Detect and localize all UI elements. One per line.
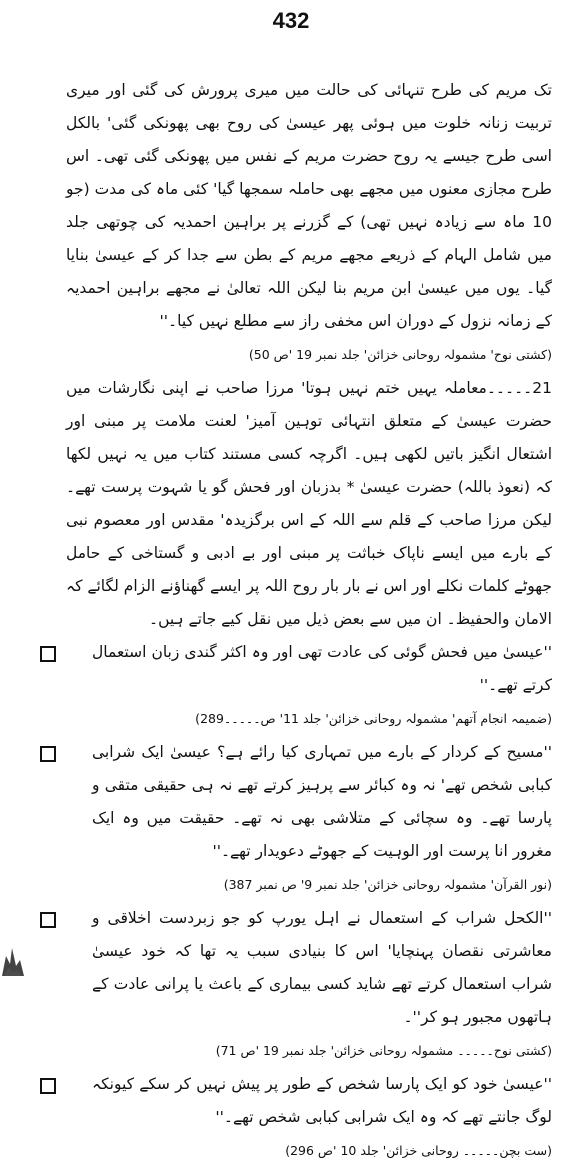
checkbox-bullet-icon: [40, 646, 56, 662]
quote-text: ''الکحل شراب کے استعمال نے اہل یورپ کو جو زبردست اخلاقی و معاشرتی نقصان پہنچایا' اس کا بنیادی سبب یہ تھا کہ خود عیسیٰ شراب استعمال کرتے تھے شاید کسی بیماری کے باعث یا پرانی عادت کے ہاتھوں مجبور ہو کر''۔: [92, 909, 552, 1026]
paragraph-continuation: تک مریم کی طرح تنہائی کی حالت میں میری پرورش کی گئی اور میری تربیت زنانہ خلوت میں ہوئی پھر عیسیٰ کی روح بھی پھونکی گئی' بالکل اسی طرح جیسے یہ روح حضرت مریم کے نفس میں پھونکی گئی تھی۔ اس طرح مجازی معنوں میں مجھے بھی حاملہ سمجھا گیا' کئی ماہ کی مدت (جو 10 ماہ سے زیادہ نہیں تھی) کے گزرنے پر براہین احمدیہ کی چوتھی جلد میں شامل الہام کے ذریعے مجھے مریم کے بطن سے جدا کر کے عیسیٰ بنایا گیا۔ یوں میں عیسیٰ ابن مریم بنا لیکن اللہ تعالیٰ نے مجھے براہین احمدیہ کے زمانہ نزول کے دوران اس مخفی راز سے مطلع نہیں کیا۔'': [66, 81, 552, 330]
scan-mark-icon: [0, 926, 40, 976]
quote-item: [66, 1068, 552, 1134]
checkbox-bullet-icon: [40, 1078, 56, 1094]
quote-item: [66, 636, 552, 702]
checkbox-bullet-icon: [40, 912, 56, 928]
quote-item: [66, 902, 552, 1034]
quote-citation: (ضمیمہ انجام آتھم' مشمولہ روحانی خزائن' جلد 11' ص۔۔۔۔۔289): [195, 711, 552, 726]
quote-text: ''عیسیٰ خود کو ایک پارسا شخص کے طور پر پیش نہیں کر سکے کیونکہ لوگ جانتے تھے کہ وہ ایک شرابی کبابی شخص تھے۔'': [92, 1075, 552, 1126]
paragraph-21: 21۔۔۔۔۔معاملہ یہیں ختم نہیں ہوتا' مرزا صاحب نے اپنی نگارشات میں حضرت عیسیٰ کے متعلق انتہائی توہین آمیز' لعنت ملامت پر مبنی اور اشتعال انگیز باتیں لکھی ہیں۔ اگرچہ کسی مستند کتاب میں یہ نہیں لکھا کہ (نعوذ باللہ) حضرت عیسیٰ * بدزبان اور فحش گو یا شہوت پرست تھے۔ لیکن مرزا صاحب کے قلم سے اللہ کے اس برگزیدہ' مقدس اور معصوم نبی کے بارے میں ایسے ناپاک خباثت پر مبنی اور بے ادبی و گستاخی کے حامل جھوٹے کلمات نکلے اور اس نے بار بار روح اللہ پر ایسے گھناؤنے الزام لگائے کہ الامان والحفیظ۔ ان میں سے بعض ذیل میں نقل کیے جاتے ہیں۔: [66, 379, 552, 628]
quote-item: [66, 736, 552, 868]
page-content: [66, 74, 552, 1168]
page-number: 432: [272, 8, 310, 33]
quote-citation: (ست بچن۔۔۔۔۔ روحانی خزائن' جلد 10 'ص 296): [285, 1143, 552, 1158]
quote-text: ''عیسیٰ میں فحش گوئی کی عادت تھی اور وہ اکثر گندی زبان استعمال کرتے تھے۔'': [92, 643, 552, 694]
checkbox-bullet-icon: [40, 746, 56, 762]
quote-citation: (نور القرآن' مشمولہ روحانی خزائن' جلد نمبر 9' ص نمبر 387): [223, 877, 552, 892]
quote-citation: (کشتی نوح۔۔۔۔۔ مشمولہ روحانی خزائن' جلد نمبر 19 'ص 71): [215, 1043, 552, 1058]
citation-1: (کشتی نوح' مشمولہ روحانی خزائن' جلد نمبر 19 'ص 50): [248, 347, 552, 362]
quote-text: ''مسیح کے کردار کے بارے میں تمہاری کیا رائے ہے؟ عیسیٰ ایک شرابی کبابی شخص تھے' نہ وہ کبائر سے پرہیز کرتے تھے نہ ہی حقیقی متقی و پارسا تھے۔ وہ سچائی کے متلاشی بھی نہ تھے۔ حقیقت میں وہ ایک مغرور انا پرست اور الوہیت کے جھوٹے دعویدار تھے۔'': [92, 743, 552, 860]
